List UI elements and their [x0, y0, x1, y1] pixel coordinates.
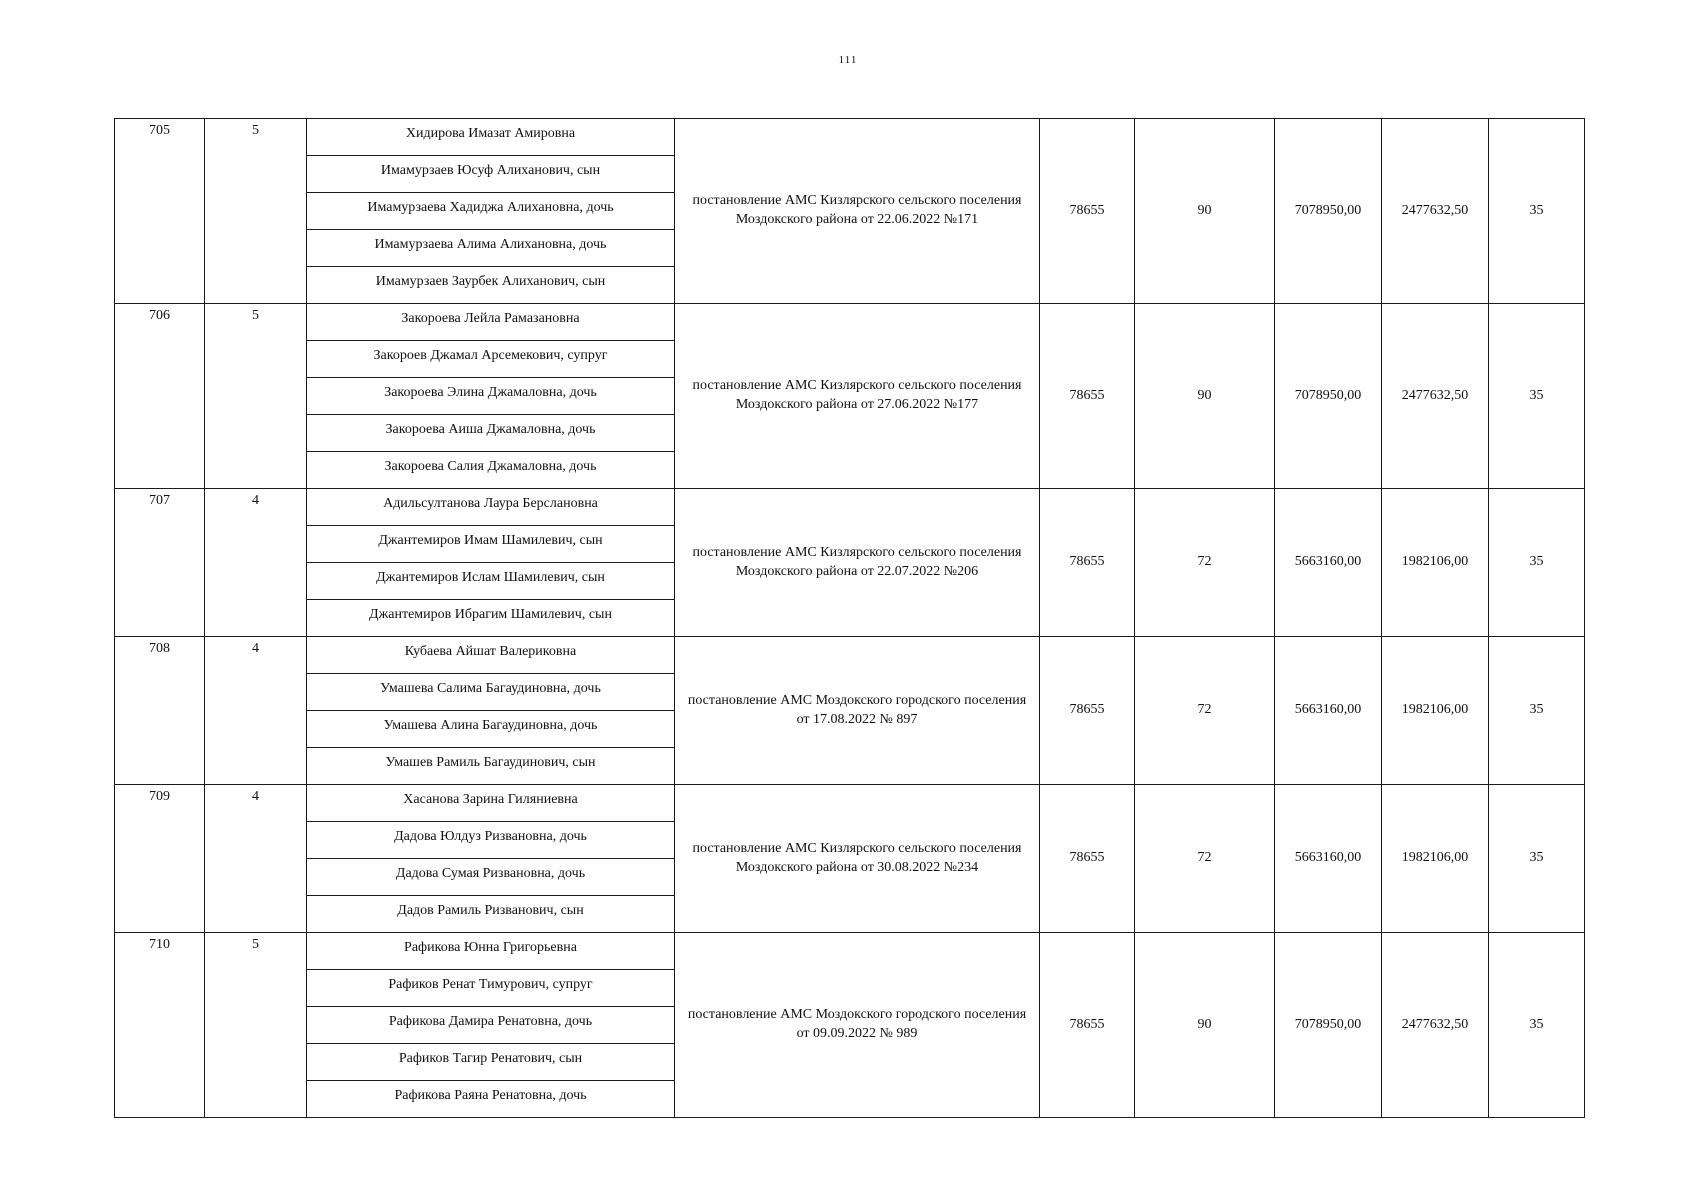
row-number: 710 — [115, 933, 205, 1118]
family-size: 4 — [205, 489, 307, 637]
total-cost: 7078950,00 — [1275, 304, 1382, 489]
payment-percent: 35 — [1489, 119, 1585, 304]
payment-amount: 2477632,50 — [1382, 119, 1489, 304]
family-member: Умашева Салима Багаудиновна, дочь — [307, 674, 674, 711]
family-member: Имамурзаев Заурбек Алиханович, сын — [375, 274, 606, 289]
table-row — [115, 785, 1585, 933]
decree: постановление АМС Кизлярского сельского поселения Моздокского района от 22.07.2022 №206 — [675, 489, 1040, 637]
norm-cost: 78655 — [1040, 933, 1135, 1118]
family-member: Умашев Рамиль Багаудинович, сын — [385, 755, 596, 770]
family-member: Имамурзаева Хадиджа Алихановна, дочь — [307, 193, 674, 230]
total-cost: 5663160,00 — [1275, 489, 1382, 637]
norm-cost: 78655 — [1040, 304, 1135, 489]
family-member: Дадов Рамиль Ризванович, сын — [397, 903, 584, 918]
family-member: Джантемиров Имам Шамилевич, сын — [307, 526, 674, 563]
total-cost: 5663160,00 — [1275, 785, 1382, 933]
family-size: 4 — [205, 637, 307, 785]
decree: постановление АМС Кизлярского сельского поселения Моздокского района от 22.06.2022 №171 — [675, 119, 1040, 304]
total-cost: 7078950,00 — [1275, 933, 1382, 1118]
housing-area: 72 — [1135, 489, 1275, 637]
norm-cost: 78655 — [1040, 785, 1135, 933]
family-member: Джантемиров Ислам Шамилевич, сын — [307, 563, 674, 600]
table-row — [115, 119, 1585, 304]
housing-area: 90 — [1135, 119, 1275, 304]
housing-area: 72 — [1135, 637, 1275, 785]
total-cost: 5663160,00 — [1275, 637, 1382, 785]
registry-table — [114, 118, 1585, 1118]
housing-area: 90 — [1135, 933, 1275, 1118]
family-member: Закороева Лейла Рамазановна — [307, 304, 674, 341]
family-member: Кубаева Айшат Валериковна — [307, 637, 674, 674]
family-member: Хидирова Имазат Амировна — [307, 119, 674, 156]
table-row — [115, 637, 1585, 785]
row-number: 708 — [115, 637, 205, 785]
family-size: 5 — [205, 933, 307, 1118]
payment-amount: 2477632,50 — [1382, 933, 1489, 1118]
table-row — [115, 489, 1585, 637]
family-member: Хасанова Зарина Гиляниевна — [307, 785, 674, 822]
table-row — [115, 933, 1585, 1118]
family-members — [307, 637, 675, 785]
family-size: 5 — [205, 304, 307, 489]
family-member: Рафикова Дамира Ренатовна, дочь — [307, 1007, 674, 1044]
payment-amount: 1982106,00 — [1382, 785, 1489, 933]
family-members — [307, 785, 675, 933]
registry-body — [115, 119, 1585, 1118]
family-member: Закороев Джамал Арсемекович, супруг — [307, 341, 674, 378]
row-number: 707 — [115, 489, 205, 637]
family-member: Рафикова Юнна Григорьевна — [307, 933, 674, 970]
payment-percent: 35 — [1489, 304, 1585, 489]
row-number: 706 — [115, 304, 205, 489]
housing-area: 90 — [1135, 304, 1275, 489]
norm-cost: 78655 — [1040, 119, 1135, 304]
family-member: Дадова Юлдуз Ризвановна, дочь — [307, 822, 674, 859]
decree: постановление АМС Моздокского городского поселения от 17.08.2022 № 897 — [675, 637, 1040, 785]
family-member: Имамурзаева Алима Алихановна, дочь — [307, 230, 674, 267]
norm-cost: 78655 — [1040, 637, 1135, 785]
payment-amount: 2477632,50 — [1382, 304, 1489, 489]
family-member: Джантемиров Ибрагим Шамилевич, сын — [369, 607, 612, 622]
decree: постановление АМС Кизлярского сельского поселения Моздокского района от 27.06.2022 №177 — [675, 304, 1040, 489]
payment-percent: 35 — [1489, 637, 1585, 785]
family-member: Имамурзаев Юсуф Алиханович, сын — [307, 156, 674, 193]
family-member: Адильсултанова Лаура Берслановна — [307, 489, 674, 526]
decree: постановление АМС Моздокского городского поселения от 09.09.2022 № 989 — [675, 933, 1040, 1118]
decree: постановление АМС Кизлярского сельского поселения Моздокского района от 30.08.2022 №234 — [675, 785, 1040, 933]
row-number: 709 — [115, 785, 205, 933]
payment-percent: 35 — [1489, 785, 1585, 933]
family-member: Рафикова Раяна Ренатовна, дочь — [394, 1088, 587, 1103]
payment-amount: 1982106,00 — [1382, 489, 1489, 637]
family-member: Умашева Алина Багаудиновна, дочь — [307, 711, 674, 748]
family-members — [307, 304, 675, 489]
payment-percent: 35 — [1489, 933, 1585, 1118]
housing-area: 72 — [1135, 785, 1275, 933]
family-member: Рафиков Ренат Тимурович, супруг — [307, 970, 674, 1007]
family-member: Закороева Салия Джамаловна, дочь — [384, 459, 597, 474]
table-row — [115, 304, 1585, 489]
family-member: Дадова Сумая Ризвановна, дочь — [307, 859, 674, 896]
family-member: Закороева Аиша Джамаловна, дочь — [307, 415, 674, 452]
total-cost: 7078950,00 — [1275, 119, 1382, 304]
family-members — [307, 489, 675, 637]
family-size: 4 — [205, 785, 307, 933]
family-members — [307, 119, 675, 304]
family-members — [307, 933, 675, 1118]
page-number: 111 — [838, 54, 858, 66]
payment-amount: 1982106,00 — [1382, 637, 1489, 785]
family-member: Закороева Элина Джамаловна, дочь — [307, 378, 674, 415]
row-number: 705 — [115, 119, 205, 304]
family-size: 5 — [205, 119, 307, 304]
norm-cost: 78655 — [1040, 489, 1135, 637]
payment-percent: 35 — [1489, 489, 1585, 637]
family-member: Рафиков Тагир Ренатович, сын — [307, 1044, 674, 1081]
